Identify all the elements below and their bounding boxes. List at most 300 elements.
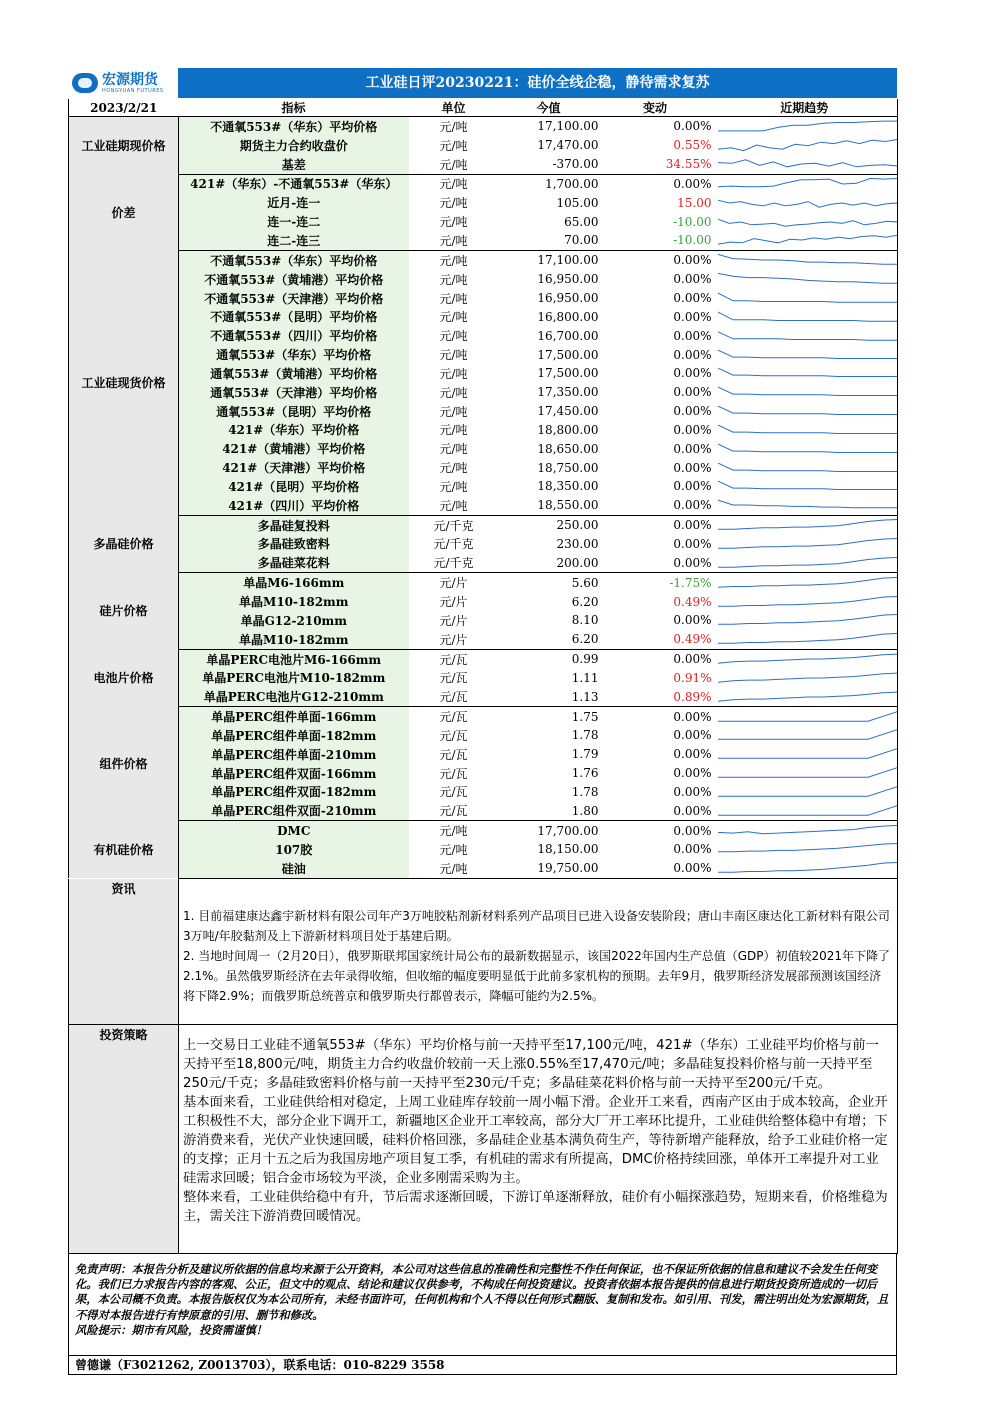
strategy-section — [68, 1025, 898, 1254]
value-cell: 16,950.00 — [537, 291, 599, 306]
sparkline-path — [718, 615, 898, 625]
news-body — [180, 880, 896, 1023]
trend-cell — [712, 136, 898, 155]
trend-cell — [712, 364, 898, 383]
indicator-name: 不通氧553#（四川）平均价格 — [179, 326, 409, 345]
indicator-name: 不通氧553#（天津港）平均价格 — [179, 289, 409, 308]
header-value: 今值 — [499, 99, 599, 117]
change-cell: 0.00% — [673, 347, 712, 362]
header-date: 2023/2/21 — [69, 99, 179, 117]
change-cell: 0.49% — [673, 594, 712, 609]
indicator-name: 近月-连一 — [179, 193, 409, 212]
sparkline — [712, 440, 898, 458]
trend-cell — [712, 439, 898, 458]
table-row — [69, 535, 898, 554]
change-cell: 0.89% — [599, 687, 712, 706]
analyst-contact: 曾德谦（F3021262, Z0013703），联系电话：010-8229 3558 — [68, 1356, 897, 1375]
unit-cell: 元/吨 — [439, 138, 468, 153]
unit-cell: 元/吨 — [439, 404, 468, 419]
change-cell: 0.00% — [673, 652, 712, 667]
value-cell: 1.78 — [571, 728, 599, 743]
value-cell: 250.00 — [556, 518, 599, 533]
sparkline — [712, 270, 898, 288]
unit-cell: 元/吨 — [439, 348, 468, 363]
sparkline — [712, 745, 898, 763]
unit-cell: 元/吨 — [409, 155, 499, 174]
change-cell: -10.00 — [599, 231, 712, 250]
table-row — [69, 174, 898, 193]
sparkline — [712, 308, 898, 326]
unit-cell: 元/瓦 — [439, 710, 468, 725]
sparkline-path — [718, 538, 898, 548]
value-cell: 19,750.00 — [499, 859, 599, 878]
sparkline-path — [718, 160, 898, 167]
trend-cell — [712, 270, 898, 289]
table-row — [69, 840, 898, 859]
unit-cell: 元/吨 — [439, 272, 468, 287]
value-cell: 18,150.00 — [537, 842, 599, 857]
sparkline — [712, 251, 898, 269]
change-cell: 0.00% — [599, 553, 712, 572]
sparkline — [712, 822, 898, 840]
sparkline-path — [718, 219, 898, 226]
header-indicator: 指标 — [179, 99, 409, 117]
trend-cell — [712, 421, 898, 440]
sparkline-path — [718, 463, 898, 471]
table-row — [69, 289, 898, 308]
category-label: 价差 — [69, 174, 179, 250]
value-cell: 1.76 — [571, 766, 599, 781]
sparkline-path — [718, 274, 898, 284]
value-cell: 1.75 — [571, 709, 599, 724]
table-row — [69, 250, 898, 269]
unit-cell: 元/吨 — [439, 253, 468, 268]
change-cell: 0.00% — [673, 784, 712, 799]
unit-cell: 元/吨 — [409, 231, 499, 250]
change-cell: 0.55% — [673, 138, 712, 153]
trend-cell — [712, 726, 898, 745]
sparkline — [712, 402, 898, 420]
logo-icon — [72, 73, 98, 93]
sparkline — [712, 708, 898, 726]
value-cell: 17,450.00 — [537, 404, 599, 419]
trend-cell — [712, 687, 898, 706]
unit-cell: 元/瓦 — [439, 747, 468, 762]
sparkline-path — [718, 692, 898, 701]
change-cell: 0.00% — [673, 518, 712, 533]
value-cell: 200.00 — [499, 553, 599, 572]
trend-cell — [712, 611, 898, 630]
sparkline-path — [718, 444, 898, 452]
trend-cell — [712, 231, 898, 250]
sparkline-path — [718, 293, 898, 302]
trend-cell — [712, 289, 898, 308]
header-trend: 近期趋势 — [712, 99, 898, 117]
value-cell: 16,700.00 — [537, 328, 599, 343]
sparkline-path — [718, 520, 898, 530]
table-row — [69, 270, 898, 289]
value-cell: 1.13 — [499, 687, 599, 706]
sparkline — [712, 650, 898, 668]
trend-cell — [712, 250, 898, 269]
table-row — [69, 630, 898, 649]
company-logo — [68, 68, 178, 98]
strategy-paragraph: 上一交易日工业硅不通氧553#（华东）平均价格与前一天持平至17,100元/吨，421#（华东）工业硅平均价格与前一天持平至18,800元/吨，期货主力合约收盘价较前一天上涨0.55%至17,470元/吨；多晶硅复投料价格与前一天持平至250元/千克；多晶硅致密料价格与前一天持平至230元/千克；多晶硅菜花料价格与前一天持平至200元/千克。 — [183, 1037, 879, 1091]
trend-cell — [712, 326, 898, 345]
sparkline-path — [718, 178, 898, 186]
unit-cell: 元/吨 — [439, 442, 468, 457]
sparkline — [712, 383, 898, 401]
unit-cell: 元/瓦 — [409, 801, 499, 820]
sparkline-path — [718, 863, 898, 873]
sparkline-path — [718, 332, 898, 340]
report-sheet — [68, 68, 897, 1375]
indicator-name: 不通氧553#（黄埔港）平均价格 — [179, 270, 409, 289]
sparkline-path — [718, 805, 898, 815]
sparkline-path — [718, 368, 898, 376]
unit-cell: 元/吨 — [439, 196, 468, 211]
change-cell: 0.00% — [673, 309, 712, 324]
sparkline — [712, 764, 898, 782]
indicator-name: 421#（华东）-不通氧553#（华东） — [179, 174, 409, 193]
table-row — [69, 193, 898, 212]
table-row — [69, 212, 898, 231]
sparkline — [712, 136, 898, 154]
indicator-name: 不通氧553#（华东）平均价格 — [179, 117, 409, 136]
trend-cell — [712, 764, 898, 783]
unit-cell: 元/千克 — [433, 537, 474, 552]
change-cell: 0.91% — [673, 670, 712, 685]
trend-cell — [712, 573, 898, 592]
sparkline-path — [718, 425, 898, 433]
table-row — [69, 155, 898, 174]
change-cell: 0.00% — [673, 441, 712, 456]
trend-cell — [712, 515, 898, 534]
news-category: 资讯 — [69, 879, 179, 1025]
sparkline — [712, 688, 898, 706]
sparkline — [712, 289, 898, 307]
category-label: 工业硅现货价格 — [69, 250, 179, 515]
indicator-name: 多晶硅菜花料 — [179, 553, 409, 572]
news-item: 2. 当地时间周一（2月20日），俄罗斯联邦国家统计局公布的最新数据显示，该国2022年国内生产总值（GDP）初值较2021年下降了2.1%。虽然俄罗斯经济在去年录得收缩，但收缩的幅度要明显低于此前多家机构的预期。去年9月，俄罗斯经济发展部预测该国经济将下降2.9%；而俄罗斯总统普京和俄罗斯央行都曾表示，降幅可能约为2.5%。 — [183, 948, 891, 1003]
sparkline-path — [718, 500, 898, 508]
unit-cell: 元/吨 — [439, 119, 468, 134]
sparkline — [712, 477, 898, 495]
value-cell: 18,350.00 — [537, 479, 599, 494]
indicator-name: 基差 — [179, 155, 409, 174]
table-row — [69, 496, 898, 515]
strategy-category: 投资策略 — [69, 1025, 179, 1254]
trend-cell — [712, 117, 898, 136]
table-row — [69, 402, 898, 421]
value-cell: 5.60 — [571, 575, 599, 590]
sparkline — [712, 327, 898, 345]
table-row — [69, 439, 898, 458]
sparkline-path — [718, 768, 898, 778]
indicator-name: 连二-连三 — [179, 231, 409, 250]
unit-cell: 元/瓦 — [439, 652, 468, 667]
unit-cell: 元/瓦 — [439, 728, 468, 743]
sparkline — [712, 459, 898, 477]
value-cell: 18,650.00 — [537, 441, 599, 456]
unit-cell: 元/片 — [409, 630, 499, 649]
sparkline — [712, 346, 898, 364]
change-cell: 0.00% — [599, 496, 712, 515]
table-row — [69, 326, 898, 345]
trend-cell — [712, 155, 898, 174]
indicator-name: 不通氧553#（华东）平均价格 — [179, 250, 409, 269]
sparkline — [712, 783, 898, 801]
trend-cell — [712, 783, 898, 802]
value-cell: 17,500.00 — [537, 366, 599, 381]
category-label: 电池片价格 — [69, 649, 179, 707]
indicator-name: 通氧553#（昆明）平均价格 — [179, 402, 409, 421]
indicator-name: DMC — [179, 821, 409, 840]
value-cell: 18,750.00 — [537, 460, 599, 475]
table-row — [69, 687, 898, 706]
table-row — [69, 764, 898, 783]
disclaimer-text: 免责声明：本报告分析及建议所依据的信息均来源于公开资料，本公司对这些信息的准确性和完整性不作任何保证，也不保证所依据的信息和建议不会发生任何变化。我们已力求报告内容的客观、公正，但文中的观点、结论和建议仅供参考，不构成任何投资建议。投资者依据本报告提供的信息进行期货投资所造成的一切后果，本公司概不负责。本报告版权仅为本公司所有，未经书面许可，任何机构和个人不得以任何形式翻版、复制和发布。如引用、刊发，需注明出处为宏源期货，且不得对本报告进行有悖原意的引用、删节和修改。 — [75, 1261, 889, 1322]
header-unit: 单位 — [409, 99, 499, 117]
unit-cell: 元/瓦 — [409, 687, 499, 706]
unit-cell: 元/吨 — [439, 423, 468, 438]
indicator-name: 多晶硅复投料 — [179, 515, 409, 534]
change-cell: 0.00% — [673, 823, 712, 838]
change-cell: 0.00% — [673, 747, 712, 762]
table-row — [69, 383, 898, 402]
trend-cell — [712, 630, 898, 649]
change-cell: 0.00% — [673, 385, 712, 400]
sparkline-path — [718, 200, 898, 207]
trend-cell — [712, 193, 898, 212]
table-row — [69, 745, 898, 764]
change-cell: 0.00% — [673, 709, 712, 724]
value-cell: 17,100.00 — [537, 119, 599, 134]
unit-cell: 元/片 — [439, 613, 468, 628]
sparkline — [712, 859, 898, 877]
change-cell: 0.00% — [673, 766, 712, 781]
sparkline — [712, 802, 898, 820]
indicator-name: 单晶M10-182mm — [179, 630, 409, 649]
table-header-row — [69, 99, 898, 117]
sparkline — [712, 574, 898, 592]
sparkline-path — [718, 557, 898, 567]
change-cell: -10.00 — [673, 214, 712, 229]
value-cell: 16,800.00 — [537, 309, 599, 324]
category-label: 硅片价格 — [69, 573, 179, 649]
strategy-body — [180, 1026, 896, 1252]
value-cell: 17,100.00 — [537, 253, 599, 268]
sparkline-path — [718, 140, 898, 151]
indicator-name: 单晶G12-210mm — [179, 611, 409, 630]
sparkline — [712, 364, 898, 382]
trend-cell — [712, 535, 898, 554]
change-cell: 0.00% — [673, 291, 712, 306]
strategy-paragraph: 整体来看，工业硅供给稳中有升，节后需求逐渐回暖，下游订单逐渐释放，硅价有小幅探涨趋势，短期来看，价格维稳为主，需关注下游消费回暖情况。 — [183, 1189, 888, 1224]
table-row — [69, 364, 898, 383]
value-cell: 230.00 — [556, 536, 599, 551]
table-row — [69, 515, 898, 534]
sparkline — [712, 155, 898, 173]
trend-cell — [712, 383, 898, 402]
category-label: 工业硅期现价格 — [69, 117, 179, 175]
value-cell: 0.99 — [571, 652, 599, 667]
indicator-name: 单晶PERC组件双面-166mm — [179, 764, 409, 783]
table-row — [69, 345, 898, 364]
value-cell: 65.00 — [564, 214, 599, 229]
change-cell: 0.00% — [673, 842, 712, 857]
trend-cell — [712, 307, 898, 326]
sparkline — [712, 593, 898, 611]
trend-cell — [712, 649, 898, 668]
change-cell: 0.00% — [673, 728, 712, 743]
trend-cell — [712, 174, 898, 193]
unit-cell: 元/片 — [439, 576, 468, 591]
change-cell: 0.00% — [673, 613, 712, 628]
trend-cell — [712, 496, 898, 515]
sparkline-path — [718, 654, 898, 663]
unit-cell: 元/吨 — [439, 461, 468, 476]
disclaimer — [68, 1254, 897, 1356]
indicator-name: 单晶M6-166mm — [179, 573, 409, 592]
table-row — [69, 649, 898, 668]
sparkline-path — [718, 825, 898, 833]
sparkline-path — [718, 634, 898, 644]
value-cell: 17,470.00 — [537, 138, 599, 153]
price-table — [68, 99, 898, 879]
change-cell: 0.00% — [673, 272, 712, 287]
trend-cell — [712, 801, 898, 820]
trend-cell — [712, 345, 898, 364]
table-row — [69, 592, 898, 611]
category-label: 组件价格 — [69, 707, 179, 821]
indicator-name: 421#（天津港）平均价格 — [179, 458, 409, 477]
indicator-name: 连一-连二 — [179, 212, 409, 231]
category-label: 多晶硅价格 — [69, 515, 179, 573]
table-row — [69, 611, 898, 630]
change-cell: 0.00% — [673, 422, 712, 437]
sparkline-path — [718, 730, 898, 740]
report-title: 工业硅日评20230221：硅价全线企稳，静待需求复苏 — [365, 75, 710, 91]
value-cell: 1,700.00 — [545, 176, 599, 191]
risk-warning: 风险提示：期市有风险，投资需谨慎！ — [75, 1322, 268, 1337]
indicator-name: 多晶硅致密料 — [179, 535, 409, 554]
unit-cell: 元/吨 — [439, 479, 468, 494]
trend-cell — [712, 402, 898, 421]
unit-cell: 元/吨 — [439, 329, 468, 344]
change-cell: -1.75% — [669, 575, 712, 590]
change-cell: 0.00% — [673, 119, 712, 134]
sparkline-path — [718, 406, 898, 414]
sparkline — [712, 117, 898, 135]
sparkline-path — [718, 711, 898, 721]
value-cell: 1.80 — [499, 801, 599, 820]
sparkline-path — [718, 350, 898, 358]
table-row — [69, 726, 898, 745]
table-row — [69, 573, 898, 592]
table-row — [69, 477, 898, 496]
sparkline — [712, 496, 898, 514]
indicator-name: 421#（昆明）平均价格 — [179, 477, 409, 496]
indicator-name: 单晶PERC电池片G12-210mm — [179, 687, 409, 706]
trend-cell — [712, 668, 898, 687]
trend-cell — [712, 707, 898, 726]
trend-cell — [712, 553, 898, 572]
news-section — [68, 879, 898, 1025]
change-cell: 0.00% — [673, 176, 712, 191]
indicator-name: 421#（黄埔港）平均价格 — [179, 439, 409, 458]
table-row — [69, 231, 898, 250]
news-item: 1. 目前福建康达鑫宇新材料有限公司年产3万吨胶粘剂新材料系列产品项目已进入设备安装阶段；唐山丰南区康达化工新材料有限公司3万吨/年胶黏剂及上下游新材料项目处于基建后期。 — [183, 908, 890, 943]
value-cell: 1.79 — [571, 747, 599, 762]
report-header — [68, 68, 897, 98]
indicator-name: 通氧553#（华东）平均价格 — [179, 345, 409, 364]
sparkline-path — [718, 236, 898, 245]
value-cell: 17,350.00 — [537, 385, 599, 400]
change-cell: 0.00% — [599, 859, 712, 878]
indicator-name: 单晶PERC电池片M10-182mm — [179, 668, 409, 687]
change-cell: 0.00% — [673, 460, 712, 475]
value-cell: 1.11 — [571, 670, 599, 685]
change-cell: 0.00% — [673, 366, 712, 381]
sparkline — [712, 231, 898, 249]
indicator-name: 421#（华东）平均价格 — [179, 421, 409, 440]
unit-cell: 元/吨 — [439, 310, 468, 325]
indicator-name: 单晶PERC电池片M6-166mm — [179, 649, 409, 668]
sparkline-path — [718, 577, 898, 587]
table-row — [69, 307, 898, 326]
sparkline — [712, 175, 898, 193]
table-row — [69, 458, 898, 477]
indicator-name: 单晶PERC组件单面-166mm — [179, 707, 409, 726]
change-cell: 0.00% — [673, 536, 712, 551]
indicator-name: 期货主力合约收盘价 — [179, 136, 409, 155]
trend-cell — [712, 458, 898, 477]
unit-cell: 元/吨 — [409, 496, 499, 515]
logo-name-cn: 宏源期货 — [102, 71, 158, 88]
sparkline — [712, 669, 898, 687]
indicator-name: 单晶PERC组件双面-182mm — [179, 783, 409, 802]
trend-cell — [712, 840, 898, 859]
unit-cell: 元/吨 — [439, 291, 468, 306]
indicator-name: 通氧553#（天津港）平均价格 — [179, 383, 409, 402]
sparkline — [712, 194, 898, 212]
unit-cell: 元/吨 — [439, 366, 468, 381]
unit-cell: 元/千克 — [409, 553, 499, 572]
sparkline — [712, 726, 898, 744]
sparkline-path — [718, 786, 898, 796]
sparkline-path — [718, 673, 898, 682]
unit-cell: 元/瓦 — [439, 785, 468, 800]
change-cell: 0.00% — [673, 479, 712, 494]
change-cell: 0.00% — [599, 801, 712, 820]
sparkline-path — [718, 844, 898, 852]
trend-cell — [712, 859, 898, 878]
unit-cell: 元/瓦 — [439, 766, 468, 781]
unit-cell: 元/瓦 — [439, 671, 468, 686]
unit-cell: 元/片 — [439, 595, 468, 610]
change-cell: 0.00% — [673, 404, 712, 419]
indicator-name: 单晶PERC组件单面-210mm — [179, 745, 409, 764]
trend-cell — [712, 821, 898, 840]
value-cell: 6.20 — [499, 630, 599, 649]
category-label: 有机硅价格 — [69, 821, 179, 879]
sparkline-path — [718, 482, 898, 490]
unit-cell: 元/吨 — [409, 859, 499, 878]
sparkline — [712, 554, 898, 572]
value-cell: -370.00 — [499, 155, 599, 174]
indicator-name: 硅油 — [179, 859, 409, 878]
